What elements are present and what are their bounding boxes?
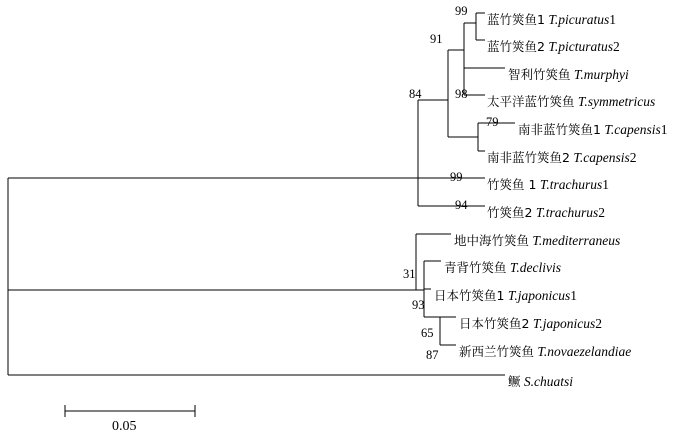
bootstrap-support-value: 87 <box>426 348 439 362</box>
taxon-label <box>487 151 636 165</box>
taxon-scientific-name: T.novaezelandiae <box>537 344 632 359</box>
taxon-common-name: 日本竹筴鱼1 <box>434 288 505 303</box>
taxon-label <box>454 234 620 248</box>
taxon-label <box>459 345 631 359</box>
bootstrap-support-value: 93 <box>412 298 425 312</box>
bootstrap-support-value: 65 <box>421 326 434 340</box>
taxon-suffix: 1 <box>570 288 577 303</box>
bootstrap-support-value: 91 <box>430 32 443 46</box>
taxon-suffix: 2 <box>629 150 637 165</box>
taxon-suffix: 1 <box>602 177 609 192</box>
taxon-scientific-name: T.murphyi <box>573 67 629 82</box>
taxon-common-name: 日本竹筴鱼2 <box>459 316 530 331</box>
taxon-common-name: 南非蓝竹筴鱼1 <box>518 122 601 137</box>
taxon-scientific-name: S.chuatsi <box>523 374 574 389</box>
taxon-label <box>508 68 629 82</box>
taxon-scientific-name: T.picuratus <box>548 12 610 27</box>
taxon-label <box>434 289 577 303</box>
taxon-common-name: 蓝竹筴鱼2 <box>487 39 545 54</box>
taxon-scientific-name: T.capensis <box>573 150 630 165</box>
bootstrap-support-value: 99 <box>455 4 468 18</box>
bootstrap-support-value: 31 <box>403 267 416 281</box>
taxon-label <box>487 206 605 220</box>
taxon-label <box>487 95 655 109</box>
taxon-common-name: 南非蓝竹筴鱼2 <box>487 150 570 165</box>
taxon-scientific-name: T.trachurus <box>539 177 603 192</box>
scale-bar-label: 0.05 <box>112 419 137 434</box>
taxon-scientific-name: T.symmetricus <box>577 94 656 109</box>
taxon-label <box>508 375 573 389</box>
taxon-common-name: 智利竹筴鱼 <box>508 67 571 82</box>
taxon-label <box>518 123 667 137</box>
bootstrap-support-value: 98 <box>455 87 468 101</box>
taxon-common-name: 太平洋蓝竹筴鱼 <box>487 94 575 109</box>
bootstrap-support-value: 94 <box>455 198 468 212</box>
bootstrap-support-value: 84 <box>409 87 422 101</box>
taxon-common-name: 新西兰竹筴鱼 <box>459 344 535 359</box>
taxon-common-name: 鳜 <box>508 374 521 389</box>
taxon-suffix: 1 <box>609 12 616 27</box>
bootstrap-support-value: 99 <box>450 170 463 184</box>
taxon-common-name: 竹筴鱼 1 <box>487 177 537 192</box>
taxon-scientific-name: T.mediterraneus <box>532 233 621 248</box>
taxon-common-name: 地中海竹筴鱼 <box>454 233 530 248</box>
taxon-common-name: 青背竹筴鱼 <box>444 260 507 275</box>
taxon-scientific-name: T.declivis <box>509 260 562 275</box>
taxon-common-name: 竹筴鱼2 <box>487 205 533 220</box>
taxon-label <box>487 13 616 27</box>
taxon-label <box>459 317 602 331</box>
taxon-label <box>487 40 620 54</box>
taxon-suffix: 2 <box>612 39 620 54</box>
taxon-suffix: 2 <box>595 316 602 331</box>
bootstrap-support-value: 79 <box>486 115 499 129</box>
taxon-suffix: 1 <box>660 122 668 137</box>
taxon-scientific-name: T.trachurus <box>535 205 599 220</box>
taxon-scientific-name: T.picturatus <box>548 39 613 54</box>
taxon-suffix: 2 <box>598 205 605 220</box>
taxon-scientific-name: T.japonicus <box>532 316 596 331</box>
taxon-label <box>444 261 561 275</box>
taxon-scientific-name: T.japonicus <box>507 288 571 303</box>
taxon-label <box>487 178 609 192</box>
taxon-common-name: 蓝竹筴鱼1 <box>487 12 545 27</box>
taxon-scientific-name: T.capensis <box>604 122 661 137</box>
